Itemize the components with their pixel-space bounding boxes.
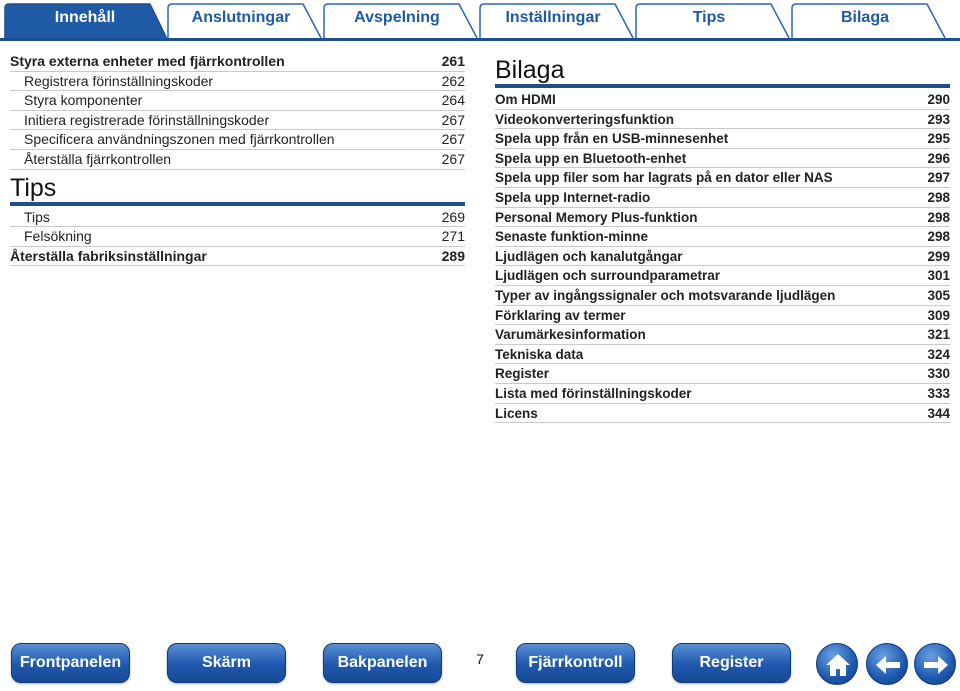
back-arrow-icon (873, 650, 903, 680)
toc-entry-page: 344 (927, 405, 950, 421)
bakpanelen-button[interactable]: Bakpanelen (323, 643, 442, 683)
toc-entry[interactable] (495, 345, 950, 365)
tab-innehall[interactable]: Innehåll (54, 9, 116, 26)
toc-entry-label: Specificera användningszonen med fjärrkontrollen (24, 131, 335, 148)
toc-entry[interactable] (10, 91, 465, 111)
toc-entry[interactable] (495, 129, 950, 149)
toc-entry[interactable] (495, 247, 950, 267)
section-title-bilaga: Bilaga (495, 52, 950, 88)
toc-entry-label: Licens (495, 405, 538, 421)
toc-entry-label: Registrera förinställningskoder (24, 72, 214, 89)
toc-entry-label: Spela upp filer som har lagrats på en dator eller NAS (495, 170, 833, 186)
toc-entry-label: Felsökning (24, 228, 92, 245)
toc-entry[interactable] (10, 247, 465, 267)
toc-entry-label: Senaste funktion-minne (495, 229, 649, 245)
toc-entry[interactable] (495, 188, 950, 208)
home-icon (823, 650, 853, 680)
toc-entry[interactable] (10, 150, 465, 170)
toc-entry-label: Varumärkesinformation (495, 327, 646, 343)
frontpanelen-button[interactable]: Frontpanelen (11, 643, 130, 683)
toc-entry[interactable] (495, 286, 950, 306)
toc-entry-label: Styra externa enheter med fjärrkontrollen (10, 53, 285, 69)
toc-entry[interactable] (495, 325, 950, 345)
home-button[interactable] (816, 643, 858, 685)
toc-entry[interactable] (495, 110, 950, 130)
toc-entry-page: 264 (441, 92, 465, 109)
tab-installningar[interactable]: Inställningar (505, 9, 601, 26)
toc-entry-page: 267 (441, 150, 465, 167)
toc-entry[interactable] (495, 90, 950, 110)
skarm-button[interactable]: Skärm (167, 643, 286, 683)
toc-entry[interactable] (495, 208, 950, 228)
toc-entry[interactable] (10, 52, 465, 72)
toc-entry-page: 333 (927, 385, 950, 401)
toc-entry-page: 267 (441, 131, 465, 148)
toc-entry-page: 298 (927, 189, 950, 205)
toc-entry-page: 262 (441, 72, 465, 89)
toc-entry-page: 297 (927, 170, 950, 186)
toc-entry-page: 298 (927, 209, 950, 225)
toc-entry-label: Lista med förinställningskoder (495, 385, 692, 401)
toc-entry[interactable] (495, 266, 950, 286)
toc-entry[interactable] (10, 130, 465, 150)
toc-right-column (495, 52, 950, 423)
toc-entry-page: 267 (441, 111, 465, 128)
toc-entry-page: 269 (441, 208, 465, 225)
toc-entry-page: 299 (927, 248, 950, 264)
toc-entry-page: 261 (441, 53, 465, 69)
toc-entry[interactable] (495, 149, 950, 169)
toc-entry-label: Om HDMI (495, 92, 556, 107)
tab-anslutningar[interactable]: Anslutningar (191, 9, 291, 26)
toc-entry-page: 305 (927, 287, 950, 303)
toc-entry-page: 301 (927, 268, 950, 284)
toc-entry-page: 295 (927, 131, 950, 147)
forward-arrow-icon (921, 650, 951, 680)
toc-entry-page: 324 (927, 346, 950, 362)
toc-entry[interactable] (495, 168, 950, 188)
bilaga-list (495, 90, 950, 423)
section-title-tips: Tips (10, 170, 465, 206)
toc-entry[interactable] (10, 72, 465, 92)
toc-entry[interactable] (495, 364, 950, 384)
toc-entry[interactable] (495, 404, 950, 424)
toc-entry-label: Ljudlägen och kanalutgångar (495, 248, 683, 264)
toc-entry-label: Återställa fjärrkontrollen (24, 150, 172, 167)
toc-entry-label: Spela upp Internet-radio (495, 189, 651, 205)
toc-entry[interactable] (10, 227, 465, 247)
toc-entry-page: 271 (441, 228, 465, 245)
toc-entry-label: Förklaring av termer (495, 307, 626, 323)
forward-button[interactable] (914, 643, 956, 685)
toc-entry-label: Personal Memory Plus-funktion (495, 209, 698, 225)
toc-entry[interactable] (495, 306, 950, 326)
toc-entry-page: 289 (441, 247, 465, 264)
toc-entry-page: 321 (927, 327, 950, 343)
tab-bar (0, 0, 960, 42)
toc-entry-page: 293 (927, 111, 950, 127)
tab-tips[interactable]: Tips (692, 9, 726, 26)
toc-entry-label: Initiera registrerade förinställningskoder (24, 111, 270, 128)
toc-entry-label: Spela upp en Bluetooth-enhet (495, 150, 687, 166)
toc-entry-label: Tekniska data (495, 346, 584, 362)
tab-avspelning[interactable]: Avspelning (354, 9, 440, 26)
toc-entry[interactable] (495, 227, 950, 247)
toc-entry[interactable] (10, 208, 465, 228)
toc-entry-page: 330 (927, 366, 950, 382)
toc-entry-page: 309 (927, 307, 950, 323)
toc-entry-label: Typer av ingångssignaler och motsvarande ljudlägen (495, 287, 836, 303)
page-number: 7 (476, 651, 484, 667)
toc-entry-label: Ljudlägen och surroundparametrar (495, 268, 721, 284)
toc-entry-label: Register (495, 366, 550, 382)
tab-bilaga[interactable]: Bilaga (840, 9, 889, 26)
fjarrkontroll-button[interactable]: Fjärrkontroll (516, 643, 635, 683)
toc-entry[interactable] (10, 111, 465, 131)
back-button[interactable] (866, 643, 908, 685)
toc-entry-label: Återställa fabriksinställningar (10, 247, 207, 264)
toc-entry-label: Tips (24, 208, 50, 225)
toc-entry-label: Spela upp från en USB-minnesenhet (495, 131, 729, 147)
toc-left-column (10, 52, 465, 266)
register-button[interactable]: Register (672, 643, 791, 683)
toc-entry-page: 296 (927, 150, 950, 166)
toc-entry-page: 290 (927, 92, 950, 107)
toc-entry-label: Videokonverteringsfunktion (495, 111, 675, 127)
toc-entry-page: 298 (927, 229, 950, 245)
toc-entry[interactable] (495, 384, 950, 404)
toc-entry-label: Styra komponenter (24, 92, 143, 109)
